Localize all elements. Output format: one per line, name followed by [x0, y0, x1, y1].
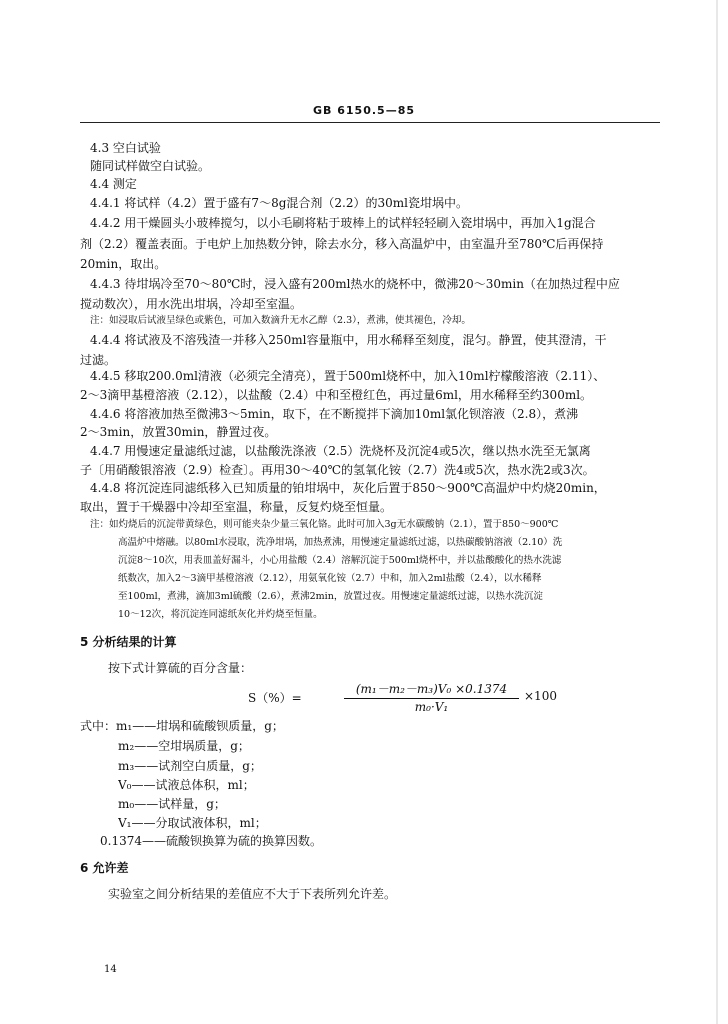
note-line: 10～12次，将沉淀连同滤纸灰化并灼烧至恒量。 — [118, 609, 323, 620]
text-line: 4.4.6 将溶液加热至微沸3～5min，取下，在不断搅拌下滴加10ml氯化钡溶液（2.8），煮沸 — [90, 407, 579, 421]
text-line: m₃——试剂空白质量，g； — [118, 759, 262, 773]
text-line: 4.4.2 用干燥圆头小玻棒搅匀，以小毛刷将粘于玻棒上的试样轻轻刷入瓷坩埚中，再加入1g混合 — [90, 216, 596, 230]
page-number: 14 — [104, 964, 117, 975]
scan-edge — [716, 0, 718, 1024]
text-line: 按下式计算硫的百分含量： — [108, 661, 253, 675]
text-line: 随同试样做空白试验。 — [90, 159, 211, 173]
text-line: 4.3 空白试验 — [90, 141, 161, 155]
section-heading: 6 允许差 — [80, 861, 129, 875]
text-line: 4.4.5 移取200.0ml清液（必须完全清亮），置于500ml烧杯中，加入10ml柠檬酸溶液（2.11）、 — [90, 369, 606, 383]
note-line: 至100ml，煮沸，滴加3ml硫酸（2.6），煮沸2min，放置过夜。用慢速定量滤纸过滤，以热水洗沉淀 — [118, 591, 543, 602]
formula-denominator: m₀·V₁ — [414, 700, 449, 714]
text-line: 4.4.8 将沉淀连同滤纸移入已知质量的铂坩埚中，灰化后置于850～900℃高温炉中灼烧20min， — [90, 481, 606, 495]
text-line: V₀——试液总体积，ml； — [118, 778, 255, 792]
text-line: 式中：m₁——坩埚和硫酸钡质量，g； — [80, 719, 284, 733]
formula-numerator: (m₁－m₂－m₃)V₀ ×0.1374 — [344, 680, 519, 699]
text-line: m₀——试样量，g； — [118, 797, 226, 811]
note-line: 注：如灼烧后的沉淀带黄绿色，则可能夹杂少量三氧化铬。此时可加入3g无水碳酸钠（2.1），置于850～900℃ — [90, 519, 559, 530]
sulfur-formula — [248, 680, 668, 714]
note-line: 高温炉中熔融。以80ml水浸取，洗净坩埚，加热煮沸，用慢速定量滤纸过滤，以热碳酸钠溶液（2.10）洗 — [118, 537, 563, 548]
text-line: 实验室之间分析结果的差值应不大于下表所列允许差。 — [108, 887, 397, 901]
text-line: 4.4.4 将试液及不溶残渣一并移入250ml容量瓶中，用水稀释至刻度，混匀。静置，使其澄清，干 — [90, 333, 607, 347]
standard-number-header: GB 6150.5—85 — [313, 104, 415, 117]
text-line: 过滤。 — [80, 353, 117, 367]
text-line: 子〔用硝酸银溶液（2.9）检查〕。再用30～40℃的氢氧化铵（2.7）洗4或5次，热水洗2或3次。 — [80, 463, 595, 477]
text-line: 搅动数次），用水洗出坩埚，冷却至室温。 — [80, 297, 303, 311]
text-line: 2～3滴甲基橙溶液（2.12），以盐酸（2.4）中和至橙红色，再过量6ml，用水稀释至约300ml。 — [80, 388, 593, 402]
note-line: 沉淀8～10次，用表皿盖好漏斗，小心用盐酸（2.4）溶解沉淀于500ml烧杯中，并以盐酸酸化的热水洗滤 — [118, 555, 562, 566]
section-heading: 5 分析结果的计算 — [80, 635, 177, 649]
text-line: 4.4.7 用慢速定量滤纸过滤，以盐酸洗涤液（2.5）洗烧杯及沉淀4或5次，继以热水洗至无氯离 — [90, 444, 591, 458]
text-line: 20min，取出。 — [80, 257, 167, 271]
text-line: 0.1374——硫酸钡换算为硫的换算因数。 — [100, 834, 322, 848]
text-line: 4.4 测定 — [90, 177, 137, 191]
text-line: 4.4.3 待坩埚冷至70～80℃时，浸入盛有200ml热水的烧杯中，微沸20～30min（在加热过程中应 — [90, 277, 620, 291]
text-line: 4.4.1 将试样（4.2）置于盛有7～8g混合剂（2.2）的30ml瓷坩埚中。 — [90, 196, 468, 210]
text-line: 取出，置于干燥器中冷却至室温，称量，反复灼烧至恒量。 — [80, 500, 393, 514]
text-line: m₂——空坩埚质量，g； — [118, 739, 250, 753]
header-rule — [80, 122, 660, 123]
text-line: 2～3min，放置30min，静置过夜。 — [80, 425, 277, 439]
note-line: 纸数次，加入2～3滴甲基橙溶液（2.12），用氨氧化铵（2.7）中和，加入2ml盐酸（2.4），以水稀释 — [118, 573, 542, 584]
text-line: 剂（2.2）覆盖表面。于电炉上加热数分钟，除去水分，移入高温炉中，由室温升至780℃后再保持 — [80, 237, 604, 251]
formula-tail: ×100 — [524, 689, 557, 703]
formula-lhs: S（%）= — [248, 691, 302, 705]
note-line: 注：如浸取后试液呈绿色或紫色，可加入数滴升无水乙醇（2.3），煮沸，使其褪色，冷却。 — [90, 315, 471, 326]
formula-fraction — [344, 680, 519, 714]
text-line: V₁——分取试液体积，ml； — [118, 816, 267, 830]
